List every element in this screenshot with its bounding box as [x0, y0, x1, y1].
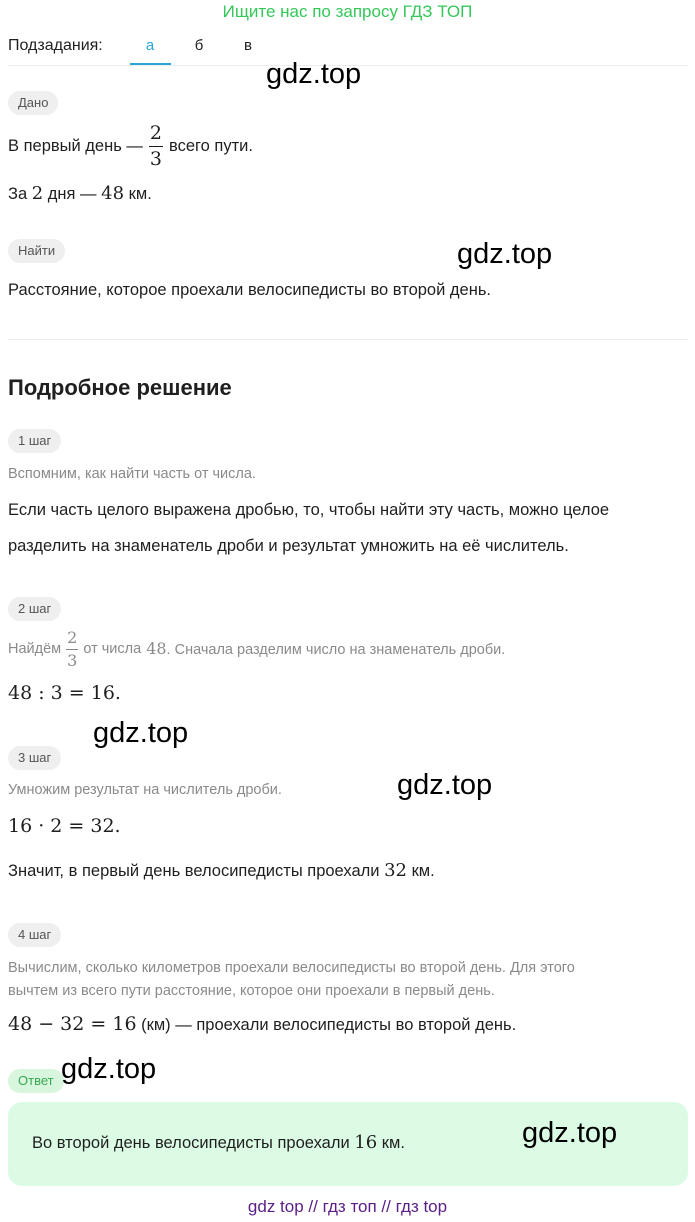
step-2-formula: 48 : 3 = 16.: [8, 682, 121, 704]
given-fraction-denominator: 3: [149, 147, 162, 170]
step-2-fraction-denominator: 3: [67, 650, 78, 670]
section-divider: [8, 339, 688, 340]
given-chip: Дано: [8, 91, 58, 115]
given-line-2-pre: За: [8, 185, 28, 203]
step-4-formula-post: (км) — проехали велосипедисты во второй день.: [141, 1016, 517, 1034]
step-2-hint-mid: от числа: [83, 641, 142, 657]
step-2-hint: [8, 626, 505, 672]
answer-number: 16: [354, 1132, 378, 1153]
answer-text: [32, 1132, 405, 1153]
watermark-5: gdz.top: [61, 1053, 157, 1085]
promo-banner: Ищите нас по запросу ГДЗ ТОП: [222, 2, 473, 21]
watermark-4: gdz.top: [397, 769, 493, 801]
step-2-fraction-numerator: 2: [66, 630, 78, 650]
step-4-hint-line-2: вычтем из всего пути расстояние, которое они проехали в первый день.: [8, 983, 495, 999]
watermark-1: gdz.top: [266, 58, 362, 90]
step-4-formula-line: [8, 1013, 516, 1036]
step-2-hint-post: . Сначала разделим число на знаменатель дроби.: [166, 641, 506, 658]
answer-chip: Ответ: [8, 1069, 64, 1093]
answer-text-post: км.: [381, 1134, 405, 1152]
tab-a[interactable]: а: [145, 37, 155, 54]
watermark-2: gdz.top: [457, 238, 553, 270]
step-1-chip: 1 шаг: [8, 429, 61, 453]
footer-links[interactable]: gdz top // гдз топ // гдз top: [247, 1197, 448, 1216]
step-3-formula: 16 · 2 = 32.: [8, 815, 121, 837]
step-2-chip: 2 шаг: [8, 597, 61, 621]
solution-title: Подробное решение: [8, 375, 232, 400]
answer-text-pre: Во второй день велосипедисты проехали: [32, 1134, 350, 1152]
step-3-chip: 3 шаг: [8, 746, 61, 770]
given-line-1: [8, 121, 253, 171]
step-4-chip: 4 шаг: [8, 923, 61, 947]
watermark-3: gdz.top: [93, 717, 189, 749]
given-km-number: 48: [101, 183, 125, 204]
step-1-hint: Вспомним, как найти часть от числа.: [8, 466, 256, 482]
step-4-formula: 48 − 32 = 16: [8, 1013, 137, 1035]
subtasks-label: Подзадания:: [8, 37, 103, 54]
given-fraction-numerator: 2: [149, 124, 163, 147]
step-2-hint-number: 48: [146, 638, 167, 658]
step-4-hint-line-1: Вычислим, сколько километров проехали велосипедисты во второй день. Для этого: [8, 960, 575, 976]
given-line-2-post: км.: [128, 185, 152, 203]
step-3-hint: Умножим результат на числитель дроби.: [8, 782, 282, 798]
find-text: Расстояние, которое проехали велосипедисты во второй день.: [8, 281, 491, 299]
step-2-fraction: [66, 627, 78, 670]
find-chip: Найти: [8, 239, 65, 263]
step-3-conclusion-number: 32: [384, 860, 407, 881]
given-line-1-pre: В первый день —: [8, 137, 143, 155]
step-3-conclusion: [8, 860, 435, 882]
tab-v[interactable]: в: [244, 37, 252, 54]
step-3-conclusion-pre: Значит, в первый день велосипедисты проехали: [8, 862, 380, 880]
watermark-6: gdz.top: [522, 1117, 618, 1149]
step-1-line-2: разделить на знаменатель дроби и результат умножить на её числитель.: [8, 537, 569, 555]
given-line-1-post: всего пути.: [169, 137, 253, 155]
step-3-conclusion-post: км.: [411, 862, 435, 880]
given-fraction: [149, 121, 163, 170]
given-line-2: [8, 183, 152, 205]
tab-b[interactable]: б: [194, 37, 204, 54]
step-2-hint-pre: Найдём: [8, 641, 62, 657]
given-days-number: 2: [31, 183, 44, 204]
given-line-2-mid: дня —: [47, 185, 97, 203]
step-1-line-1: Если часть целого выражена дробью, то, чтобы найти эту часть, можно целое: [8, 501, 610, 519]
